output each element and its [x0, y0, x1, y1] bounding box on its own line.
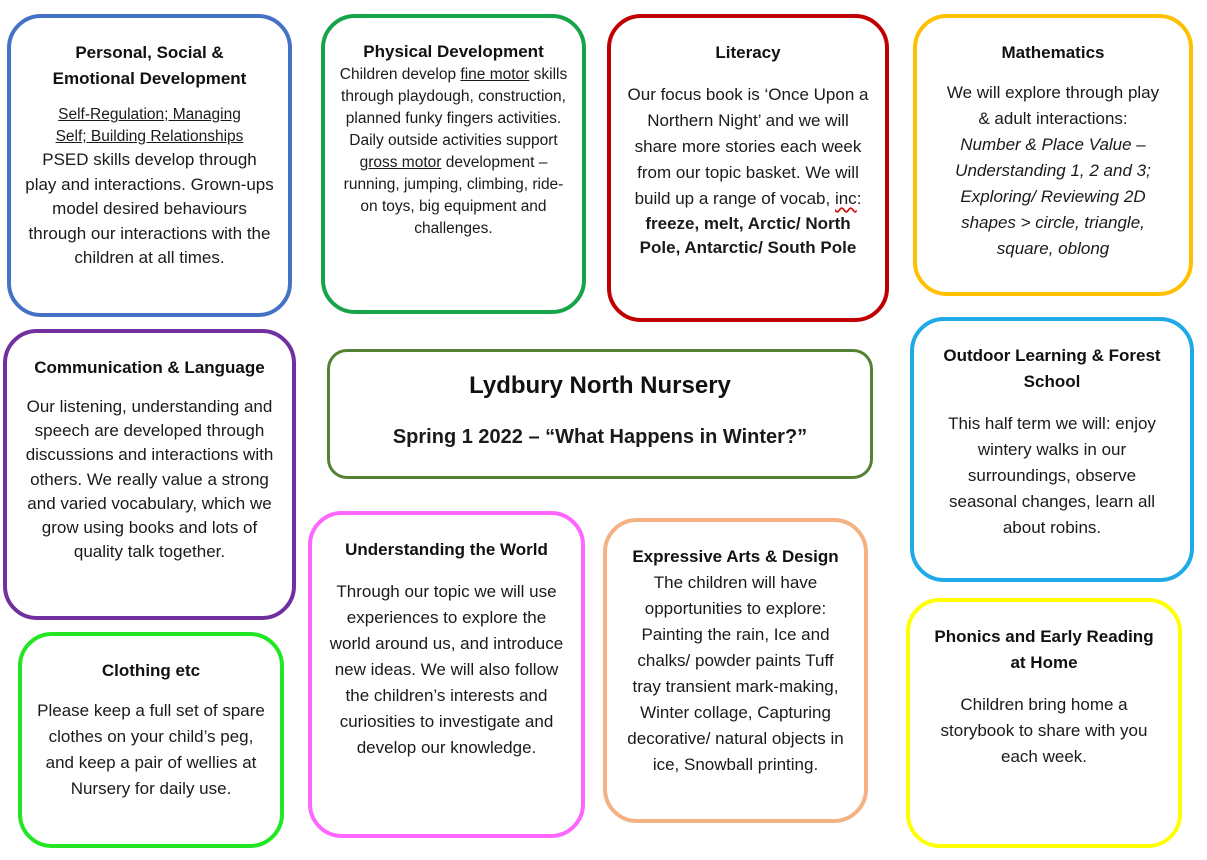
expressive-arts-activities: Painting the rain, Ice and chalks/ powder paints Tuff tray transient mark-making, Winter collage, Capturing decorative/ natural objects in ice, Snowball printing.: [627, 625, 844, 774]
physical-heading: Physical Development: [363, 42, 544, 61]
literacy-box: [607, 14, 889, 322]
psed-focus-line2: Self; Building Relationships: [55, 128, 244, 145]
gross-motor-term: gross motor: [359, 154, 442, 171]
mathematics-topics: Number & Place Value – Understanding 1, 2 and 3; Exploring/ Reviewing 2D shapes > circle, triangle, square, oblong: [955, 135, 1151, 258]
literacy-text-2: :: [856, 189, 862, 208]
outdoor-heading-line2: School: [1023, 372, 1081, 391]
physical-text-2: skills through playdough, construction, planned funky fingers activities. Daily outside activities support: [341, 66, 568, 149]
physical-text-3: development – running, jumping, climbing, ride-on toys, big equipment and challenges.: [343, 154, 564, 237]
expressive-arts-box: [603, 518, 868, 823]
expressive-arts-intro: The children will have opportunities to explore:: [644, 573, 827, 618]
page-subtitle: Spring 1 2022 – “What Happens in Winter?”: [392, 426, 808, 448]
psed-focus: [25, 104, 274, 148]
psed-box: [7, 14, 292, 317]
mathematics-heading: Mathematics: [1001, 43, 1105, 62]
literacy-body: [625, 82, 871, 212]
communication-heading: Communication & Language: [34, 358, 265, 377]
physical-development-box: [321, 14, 586, 314]
phonics-box: [906, 598, 1182, 848]
mathematics-box: [913, 14, 1193, 296]
literacy-vocab: freeze, melt, Arctic/ North Pole, Antarctic/ South Pole: [639, 214, 857, 257]
outdoor-heading-line1: Outdoor Learning & Forest: [943, 346, 1161, 365]
psed-heading-line2: Emotional Development: [52, 69, 247, 88]
fine-motor-term: fine motor: [460, 66, 530, 83]
title-box: [327, 349, 873, 479]
clothing-body: Please keep a full set of spare clothes on your child’s peg, and keep a pair of wellies at Nursery for daily use.: [37, 701, 265, 798]
physical-body: [339, 64, 568, 240]
mathematics-intro: We will explore through play & adult interactions:: [946, 83, 1160, 128]
understanding-world-box: [308, 511, 585, 838]
page-title: Lydbury North Nursery: [469, 372, 731, 399]
psed-focus-line1: Self-Regulation; Managing: [58, 106, 241, 123]
phonics-body: Children bring home a storybook to share with you each week.: [940, 695, 1148, 766]
outdoor-learning-box: [910, 317, 1194, 582]
literacy-inc: inc: [834, 189, 857, 208]
literacy-heading: Literacy: [715, 43, 781, 62]
understanding-world-body: Through our topic we will use experiences to explore the world around us, and introduce new ideas. We will also follow the children’s interests and curiosities to investigate and develop our knowledge.: [329, 582, 564, 757]
phonics-heading: [924, 624, 1164, 676]
clothing-box: [18, 632, 284, 848]
physical-text-1: Children develop: [339, 66, 461, 83]
phonics-heading-line2: at Home: [1010, 653, 1078, 672]
psed-heading: [25, 40, 274, 92]
outdoor-body: This half term we will: enjoy wintery walks in our surroundings, observe seasonal changes, learn all about robins.: [948, 414, 1156, 537]
outdoor-heading: [928, 343, 1176, 395]
communication-body: Our listening, understanding and speech are developed through discussions and interactions with others. We really value a strong and varied vocabulary, which we grow using books and lots of quality talk together.: [25, 397, 274, 562]
phonics-heading-line1: Phonics and Early Reading: [934, 627, 1154, 646]
literacy-text-1: Our focus book is ‘Once Upon a Northern Night’ and we will share more stories each week from our topic basket. We will build up a range of vocab,: [627, 85, 869, 208]
expressive-arts-heading: Expressive Arts & Design: [632, 547, 839, 566]
psed-heading-line1: Personal, Social &: [75, 43, 224, 62]
psed-body: PSED skills develop through play and interactions. Grown-ups model desired behaviours through our interactions with the children at all times.: [25, 150, 274, 267]
communication-language-box: [3, 329, 296, 620]
clothing-heading: Clothing etc: [101, 661, 201, 680]
understanding-world-heading: Understanding the World: [345, 540, 548, 559]
